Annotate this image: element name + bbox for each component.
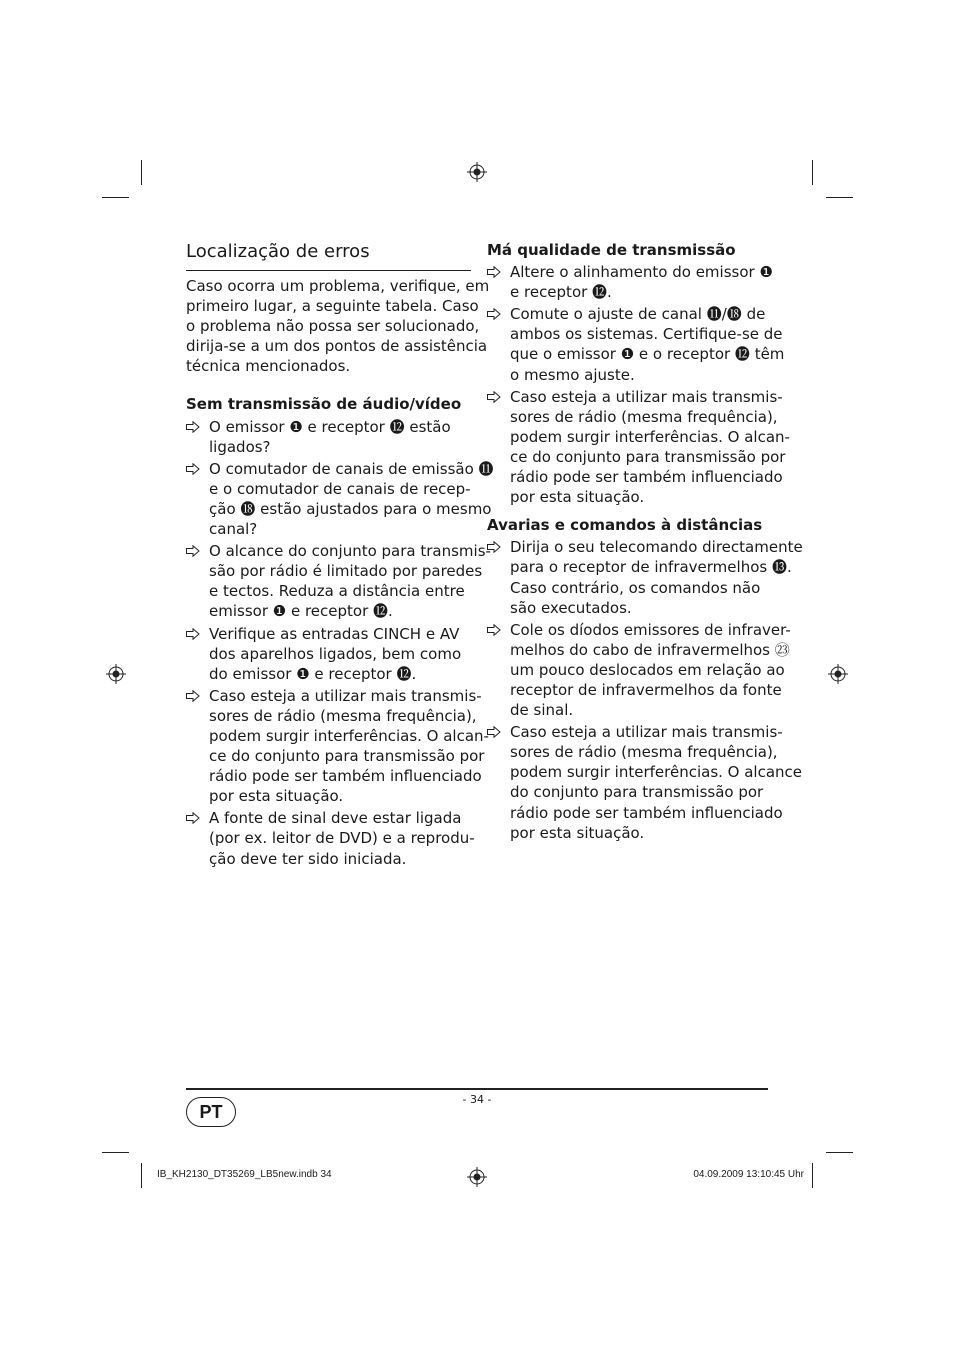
list-item-line: dos aparelhos ligados, bem como bbox=[209, 644, 462, 663]
arrow-outline-icon bbox=[186, 421, 200, 433]
arrow-outline-icon bbox=[186, 463, 200, 475]
list-item-line: e o comutador de canais de recep- bbox=[209, 479, 471, 498]
section-heading-no-transmission: Sem transmissão de áudio/vídeo bbox=[186, 395, 462, 414]
list-item-line: sores de rádio (mesma frequência), bbox=[209, 706, 477, 725]
registration-mark-icon bbox=[106, 664, 126, 684]
footer-rule bbox=[186, 1088, 768, 1090]
list-item-line: que o emissor ❶ e o receptor ⓬ têm bbox=[510, 345, 785, 364]
list-item bbox=[186, 541, 491, 621]
list-item-line: sores de rádio (mesma frequência), bbox=[510, 407, 778, 426]
print-slug-date: 04.09.2009 13:10:45 Uhr bbox=[693, 1169, 804, 1180]
list-item-line: para o receptor de infravermelhos ⓭. bbox=[510, 558, 792, 577]
list-item-line: Caso contrário, os comandos não bbox=[510, 578, 761, 597]
list-item-line: podem surgir interferências. O alcance bbox=[510, 763, 803, 782]
list-item bbox=[186, 417, 471, 457]
crop-mark bbox=[141, 160, 142, 185]
print-slug-file: IB_KH2130_DT35269_LB5new.indb 34 bbox=[157, 1169, 332, 1180]
list-item-line: de sinal. bbox=[510, 701, 574, 720]
arrow-outline-icon bbox=[487, 391, 501, 403]
section-heading-remote-faults: Avarias e comandos à distâncias bbox=[487, 516, 763, 535]
list-item-line: ção ⓲ estão ajustados para o mesmo bbox=[209, 499, 492, 518]
list-item-line: ce do conjunto para transmissão por bbox=[510, 447, 786, 466]
list-item bbox=[186, 686, 489, 807]
list-item-line: Caso esteja a utilizar mais transmis- bbox=[510, 387, 783, 406]
crop-mark bbox=[812, 160, 813, 185]
registration-mark-icon bbox=[828, 664, 848, 684]
list-item-line: rádio pode ser também influenciado bbox=[209, 767, 482, 786]
list-item-line: ambos os sistemas. Certifique-se de bbox=[510, 325, 783, 344]
list-item-line: podem surgir interferências. O alcan- bbox=[510, 427, 790, 446]
list-item-line: Comute o ajuste de canal ⓫/⓲ de bbox=[510, 305, 766, 324]
list-item-line: do emissor ❶ e receptor ⓬. bbox=[209, 664, 417, 683]
list-item-line: e tectos. Reduza a distância entre bbox=[209, 582, 465, 601]
list-item-line: por esta situação. bbox=[510, 488, 645, 507]
intro-line: técnica mencionados. bbox=[186, 357, 351, 376]
arrow-outline-icon bbox=[487, 541, 501, 553]
list-item-line: sores de rádio (mesma frequência), bbox=[510, 743, 778, 762]
arrow-outline-icon bbox=[487, 308, 501, 320]
left-column bbox=[186, 240, 494, 871]
list-item bbox=[487, 262, 772, 302]
list-item-line: por esta situação. bbox=[510, 823, 645, 842]
bullet-list bbox=[487, 537, 803, 842]
list-item-line: ce do conjunto para transmissão por bbox=[209, 747, 485, 766]
list-item bbox=[487, 620, 791, 720]
list-item-line: por esta situação. bbox=[209, 787, 344, 806]
registration-mark-icon bbox=[467, 162, 487, 182]
page-title: Localização de erros bbox=[186, 241, 370, 262]
list-item-line: O emissor ❶ e receptor ⓬ estão bbox=[209, 417, 451, 436]
list-item bbox=[487, 722, 803, 843]
list-item-line: e receptor ⓬. bbox=[510, 283, 612, 302]
arrow-outline-icon bbox=[186, 812, 200, 824]
bullet-list bbox=[487, 262, 790, 507]
intro-line: primeiro lugar, a seguinte tabela. Caso bbox=[186, 297, 479, 316]
list-item-line: melhos do cabo de infravermelhos ㉓ bbox=[510, 640, 790, 659]
list-item-line: ção deve ter sido iniciada. bbox=[209, 849, 407, 868]
list-item-line: do conjunto para transmissão por bbox=[510, 783, 764, 802]
arrow-outline-icon bbox=[487, 624, 501, 636]
crop-mark bbox=[141, 1163, 142, 1188]
intro-paragraph bbox=[186, 276, 490, 376]
list-item-line: são executados. bbox=[510, 598, 632, 617]
list-item-line: o mesmo ajuste. bbox=[510, 365, 635, 384]
list-item-line: são por rádio é limitado por paredes bbox=[209, 562, 483, 581]
list-item-line: (por ex. leitor de DVD) e a reprodu- bbox=[209, 829, 475, 848]
list-item-line: Cole os díodos emissores de infraver- bbox=[510, 620, 791, 639]
list-item bbox=[186, 624, 471, 684]
arrow-outline-icon bbox=[186, 628, 200, 640]
page-number: - 34 - bbox=[462, 1093, 492, 1106]
crop-mark bbox=[812, 1163, 813, 1188]
bullet-list bbox=[186, 417, 494, 869]
list-item-line: emissor ❶ e receptor ⓬. bbox=[209, 602, 393, 621]
list-item-line: Altere o alinhamento do emissor ❶ bbox=[510, 263, 773, 282]
list-item-line: podem surgir interferências. O alcan- bbox=[209, 726, 489, 745]
list-item-line: A fonte de sinal deve estar ligada bbox=[209, 809, 462, 828]
registration-mark-icon bbox=[467, 1167, 487, 1187]
crop-mark bbox=[102, 197, 129, 198]
list-item bbox=[186, 808, 475, 868]
list-item-line: Caso esteja a utilizar mais transmis- bbox=[510, 723, 783, 742]
list-item bbox=[487, 304, 785, 384]
language-badge: PT bbox=[186, 1097, 236, 1127]
list-item-line: Caso esteja a utilizar mais transmis- bbox=[209, 686, 482, 705]
list-item-line: rádio pode ser também influenciado bbox=[510, 803, 783, 822]
intro-line: o problema não possa ser solucionado, bbox=[186, 317, 480, 336]
arrow-outline-icon bbox=[487, 266, 501, 278]
list-item-line: canal? bbox=[209, 520, 258, 539]
arrow-outline-icon bbox=[186, 690, 200, 702]
list-item bbox=[487, 387, 790, 508]
list-item-line: O comutador de canais de emissão ⓫ bbox=[209, 459, 494, 478]
list-item-line: ligados? bbox=[209, 437, 271, 456]
crop-mark bbox=[826, 1152, 853, 1153]
crop-mark bbox=[102, 1152, 129, 1153]
list-item bbox=[487, 537, 803, 617]
title-rule bbox=[186, 270, 471, 271]
section-heading-poor-quality: Má qualidade de transmissão bbox=[487, 241, 736, 259]
list-item-line: O alcance do conjunto para transmis- bbox=[209, 542, 491, 561]
list-item bbox=[186, 459, 494, 539]
arrow-outline-icon bbox=[186, 545, 200, 557]
list-item-line: receptor de infravermelhos da fonte bbox=[510, 680, 782, 699]
right-column bbox=[487, 240, 803, 845]
list-item-line: um pouco deslocados em relação ao bbox=[510, 660, 785, 679]
list-item-line: Verifique as entradas CINCH e AV bbox=[209, 624, 460, 643]
intro-line: dirija-se a um dos pontos de assistência bbox=[186, 337, 488, 356]
arrow-outline-icon bbox=[487, 726, 501, 738]
crop-mark bbox=[826, 197, 853, 198]
list-item-line: Dirija o seu telecomando directamente bbox=[510, 538, 803, 557]
intro-line: Caso ocorra um problema, verifique, em bbox=[186, 277, 490, 295]
list-item-line: rádio pode ser também influenciado bbox=[510, 468, 783, 487]
